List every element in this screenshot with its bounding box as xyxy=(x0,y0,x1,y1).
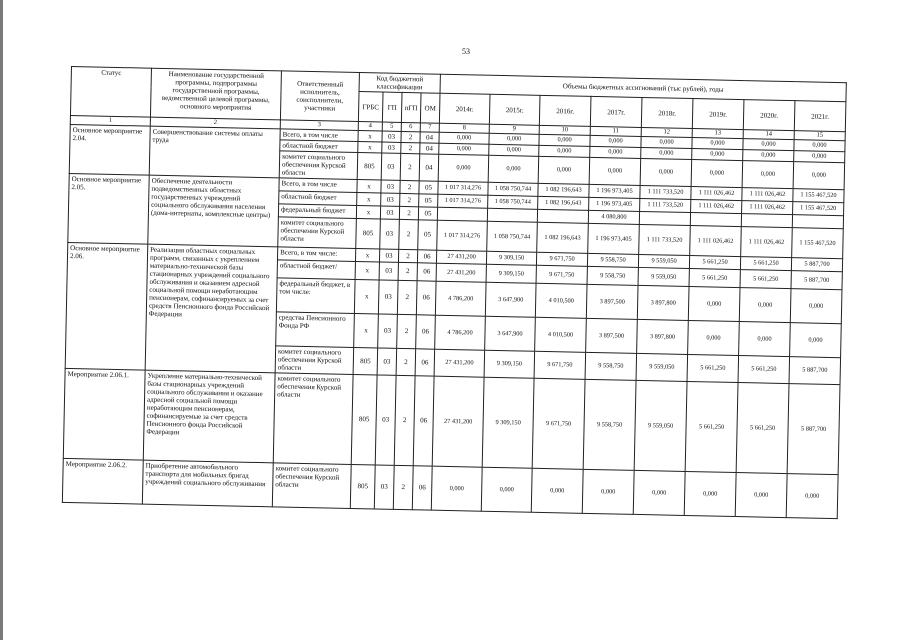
value-cell: 1 082 196,643 xyxy=(537,222,589,253)
responsible-cell: федеральный бюджет, в том числе: xyxy=(276,278,355,314)
value-cell: 9 558,750 xyxy=(587,266,638,285)
column-number: 5 xyxy=(382,122,401,131)
value-cell: 5 661,250 xyxy=(738,355,790,383)
responsible-cell: комитет социального обеспечения Курской области xyxy=(278,217,357,249)
responsible-cell: комитет социального обеспечения Курской области xyxy=(272,463,351,509)
value-cell: 1 058 750,744 xyxy=(487,221,538,252)
value-cell: 3 897,800 xyxy=(637,285,689,320)
value-cell: 9 558,750 xyxy=(585,352,637,380)
header-om: ОМ xyxy=(420,93,440,123)
code-cell: 03 xyxy=(378,280,398,314)
name-cell: Обеспечение деятельности подведомственных областных государственных учреждений социального обслуживания населения (дома-интернаты, комплексные центры) xyxy=(148,175,279,247)
value-cell: 9 559,050 xyxy=(638,267,689,286)
code-cell: 03 xyxy=(377,348,397,376)
value-cell: 9 559,050 xyxy=(634,380,687,471)
value-cell: 5 887,700 xyxy=(789,356,841,384)
code-cell: 04 xyxy=(420,142,439,153)
code-cell: 06 xyxy=(416,281,436,315)
value-cell: 0,000 xyxy=(743,138,794,150)
value-cell: 27 431,200 xyxy=(434,349,485,377)
responsible-cell: Всего, в том числе: xyxy=(277,247,355,262)
code-cell: х xyxy=(354,279,379,313)
value-cell: 0,000 xyxy=(742,160,794,188)
value-cell: 0,000 xyxy=(539,134,590,146)
value-cell: 9 309,150 xyxy=(484,350,535,378)
value-cell: 9 671,750 xyxy=(534,351,586,379)
value-cell: 1 111 733,520 xyxy=(640,198,691,212)
value-cell: 0,000 xyxy=(739,287,791,322)
value-cell: 3 897,500 xyxy=(586,318,638,353)
value-cell: 5 661,250 xyxy=(689,255,740,269)
header-year: 2020г. xyxy=(743,100,795,131)
code-cell: х xyxy=(354,313,379,347)
header-budget-code: Код бюджетной классификации xyxy=(359,73,440,94)
value-cell: 0,000 xyxy=(531,468,583,513)
value-cell: 0,000 xyxy=(786,474,838,519)
code-cell: х xyxy=(357,179,381,192)
header-grbs: ГРБС xyxy=(358,92,383,122)
code-cell: 05 xyxy=(419,181,438,194)
value-cell: 0,000 xyxy=(590,146,641,158)
column-number: 15 xyxy=(794,131,845,141)
value-cell: 1 111 026,462 xyxy=(690,225,742,256)
value-cell: 5 887,700 xyxy=(791,270,842,289)
value-cell: 5 887,700 xyxy=(787,384,840,475)
code-cell: 03 xyxy=(381,193,400,206)
value-cell: 9 559,050 xyxy=(636,353,688,381)
value-cell: 1 017 314,276 xyxy=(438,181,488,195)
value-cell: 0,000 xyxy=(489,133,539,145)
code-cell: 2 xyxy=(401,131,420,142)
value-cell: 3 647,900 xyxy=(485,282,536,317)
code-cell: 03 xyxy=(374,465,394,509)
value-cell: 1 155 467,520 xyxy=(792,227,844,258)
status-cell: Основное мероприятие 2.06. xyxy=(65,242,148,370)
value-cell: 0,000 xyxy=(739,321,791,356)
value-cell: 1 155 467,520 xyxy=(793,188,844,202)
code-cell: 03 xyxy=(379,262,398,280)
value-cell: 0,000 xyxy=(735,472,787,517)
value-cell: 3 897,500 xyxy=(586,284,638,319)
value-cell: 0,000 xyxy=(589,157,641,185)
value-cell: 1 017 314,276 xyxy=(437,220,488,251)
code-cell: 2 xyxy=(399,206,418,219)
value-cell: 9 558,750 xyxy=(587,253,638,267)
name-cell: Приобретение автомобильного транспорта для мобильных бригад учреждений социального обслуживания xyxy=(142,460,273,507)
value-cell: 9 309,150 xyxy=(486,264,536,283)
value-cell: 9 671,750 xyxy=(536,265,587,284)
code-cell: х xyxy=(358,130,382,142)
value-cell: 0,000 xyxy=(684,471,736,516)
code-cell: 2 xyxy=(400,180,419,193)
value-cell: 3 647,900 xyxy=(485,316,536,351)
value-cell: 9 559,050 xyxy=(638,254,689,268)
responsible-cell: комитет социального обеспечения Курской области xyxy=(275,346,354,375)
code-cell: 805 xyxy=(356,218,381,248)
code-cell: 2 xyxy=(397,314,417,348)
value-cell: 0,000 xyxy=(691,159,743,187)
code-cell: 2 xyxy=(399,219,419,249)
value-cell: 1 058 750,744 xyxy=(488,195,538,209)
code-cell: 06 xyxy=(417,250,436,263)
header-year: 2019г. xyxy=(692,99,744,130)
header-pgp: пГП xyxy=(401,93,421,123)
code-cell: 03 xyxy=(380,206,399,219)
value-cell: 0,000 xyxy=(688,320,740,355)
value-cell: 1 017 314,276 xyxy=(438,194,488,208)
code-cell: 805 xyxy=(351,374,377,464)
value-cell: 0,000 xyxy=(538,156,590,184)
value-cell: 0,000 xyxy=(794,139,845,151)
value-cell: 27 431,200 xyxy=(436,250,486,264)
value-cell: 4 010,500 xyxy=(535,283,587,318)
code-cell: х xyxy=(357,192,381,205)
value-cell: 0,000 xyxy=(688,286,740,321)
column-number: 7 xyxy=(420,123,439,132)
responsible-cell: федеральный бюджет xyxy=(278,204,356,219)
value-cell: 0,000 xyxy=(692,137,743,149)
name-cell: Реализация областных социальных программ, связанных с укреплением материально-технической базы стационарных учреждений социального обслуживания и оказанием адресной социальной помощи неработающим пенсионерам, софинансируемых за счет средств Пенсионного фонда Российской Федерации xyxy=(145,244,278,373)
code-cell: 2 xyxy=(396,348,416,376)
responsible-cell: средства Пенсионного Фонда РФ xyxy=(276,312,355,348)
code-cell: 03 xyxy=(381,180,400,193)
code-cell: 06 xyxy=(417,263,436,281)
column-number: 12 xyxy=(641,128,692,138)
header-name: Наименование государственной программы, подпрограммы государственной программы, ведомственной целевой программы, основного мероприятия xyxy=(150,68,281,120)
value-cell: 0,000 xyxy=(590,135,641,147)
value-cell: 0,000 xyxy=(793,161,845,189)
value-cell: 0,000 xyxy=(794,150,845,162)
value-cell: 9 671,750 xyxy=(536,252,587,266)
code-cell: 04 xyxy=(420,131,439,142)
value-cell: 1 196 973,405 xyxy=(589,184,640,198)
value-cell: 1 111 733,520 xyxy=(639,224,691,255)
value-cell: 0,000 xyxy=(488,155,539,183)
code-cell: 2 xyxy=(398,249,417,262)
value-cell: 4 786,200 xyxy=(435,281,486,316)
status-cell: Основное мероприятие 2.05. xyxy=(68,173,149,244)
value-cell: 5 661,250 xyxy=(740,269,791,288)
scan-edge xyxy=(0,0,3,640)
column-number: 6 xyxy=(401,123,420,132)
table-container xyxy=(62,66,847,519)
value-cell xyxy=(792,214,843,228)
value-cell: 9 309,150 xyxy=(482,377,534,468)
value-cell: 0,000 xyxy=(489,144,539,156)
responsible-cell: Всего, в том числе xyxy=(279,178,357,193)
header-year: 2014г. xyxy=(439,93,490,124)
value-cell: 0,000 xyxy=(692,148,743,160)
value-cell: 0,000 xyxy=(640,158,692,186)
value-cell: 0,000 xyxy=(633,470,685,515)
code-cell: 2 xyxy=(393,465,413,509)
code-cell: 2 xyxy=(400,153,420,181)
value-cell xyxy=(741,213,792,227)
code-cell: 03 xyxy=(381,153,401,181)
column-number: 4 xyxy=(358,122,382,131)
code-cell: х xyxy=(356,205,380,218)
value-cell: 1 196 973,405 xyxy=(589,197,640,211)
value-cell: 3 897,800 xyxy=(637,319,689,354)
value-cell: 4 010,500 xyxy=(535,317,587,352)
status-cell: Мероприятие 2.06.2. xyxy=(62,458,143,504)
value-cell: 1 111 733,520 xyxy=(640,185,691,199)
code-cell: 06 xyxy=(416,315,436,349)
code-cell: 2 xyxy=(397,280,417,314)
value-cell xyxy=(437,207,487,221)
responsible-cell: Всего, в том числе xyxy=(280,128,358,141)
header-gp: ГП xyxy=(382,92,402,122)
responsible-cell: областной бюджет xyxy=(279,191,357,206)
value-cell: 0,000 xyxy=(431,466,482,511)
header-responsible: Ответственный исполнитель, соисполнители, участники xyxy=(280,71,359,122)
header-status: Статус xyxy=(70,67,151,118)
header-year: 2021г. xyxy=(794,101,846,132)
value-cell: 1 058 750,744 xyxy=(488,182,538,196)
name-cell: Укрепление материально-технической базы стационарных учреждений социального обслуживания и оказание адресной социальной помощи неработающим пенсионерам, софинансируемые за счет средств Пенсионного фонда Российской Федерации xyxy=(143,370,275,463)
responsible-cell: комитет социального обеспечения Курской области xyxy=(279,151,358,180)
value-cell: 1 196 973,405 xyxy=(588,223,640,254)
page-number: 53 xyxy=(462,47,470,56)
code-cell: 04 xyxy=(419,153,439,181)
column-number: 8 xyxy=(439,123,489,133)
value-cell: 0,000 xyxy=(790,322,842,357)
code-cell: х xyxy=(355,261,379,279)
value-cell: 9 558,750 xyxy=(583,379,636,470)
value-cell: 4 786,200 xyxy=(435,315,486,350)
header-year: 2016г. xyxy=(539,95,591,126)
code-cell: 805 xyxy=(353,347,378,375)
value-cell: 1 082 196,643 xyxy=(538,183,589,197)
code-cell: 05 xyxy=(418,207,437,220)
value-cell: 0,000 xyxy=(582,469,634,514)
value-cell: 1 082 196,643 xyxy=(538,196,589,210)
code-cell: 03 xyxy=(378,314,398,348)
column-number: 11 xyxy=(590,126,641,136)
code-cell: 05 xyxy=(419,194,438,207)
code-cell: 2 xyxy=(398,262,417,280)
name-cell: Совершенствование системы оплаты труда xyxy=(149,126,280,178)
column-number: 9 xyxy=(489,124,539,134)
value-cell: 5 661,250 xyxy=(740,256,791,270)
code-cell: 03 xyxy=(380,219,400,249)
value-cell: 1 155 467,520 xyxy=(793,201,844,215)
code-cell: 03 xyxy=(382,142,401,153)
status-cell: Мероприятие 2.06.1. xyxy=(63,368,145,460)
budget-table xyxy=(62,66,847,519)
header-year: 2017г. xyxy=(590,96,642,127)
header-year: 2018г. xyxy=(641,98,693,129)
value-cell: 5 661,250 xyxy=(687,354,739,382)
value-cell: 5 661,250 xyxy=(689,268,740,287)
value-cell: 1 111 026,462 xyxy=(691,199,742,213)
code-cell: 03 xyxy=(375,375,396,465)
status-cell: Основное мероприятие 2.04. xyxy=(69,124,150,175)
value-cell xyxy=(639,211,690,225)
value-cell: 0,000 xyxy=(790,288,842,323)
value-cell: 0,000 xyxy=(481,467,532,512)
column-number: 3 xyxy=(280,120,358,130)
value-cell: 5 887,700 xyxy=(791,257,842,271)
column-number: 10 xyxy=(539,125,590,135)
value-cell: 0,000 xyxy=(439,143,489,155)
responsible-cell: областной бюджет/ xyxy=(277,260,355,280)
value-cell: 0,000 xyxy=(743,149,794,161)
code-cell: 03 xyxy=(382,131,401,142)
code-cell: 03 xyxy=(379,249,398,262)
value-cell: 5 661,250 xyxy=(685,381,738,472)
value-cell: 0,000 xyxy=(641,147,692,159)
code-cell: 06 xyxy=(413,376,434,466)
responsible-cell: комитет социального обеспечения Курской области xyxy=(273,373,353,465)
code-cell: 06 xyxy=(412,466,432,510)
table-body xyxy=(62,124,845,519)
value-cell: 9 309,150 xyxy=(486,251,536,265)
code-cell: 2 xyxy=(400,193,419,206)
value-cell: 1 111 026,462 xyxy=(742,200,793,214)
value-cell: 5 661,250 xyxy=(736,382,789,473)
code-cell: 06 xyxy=(415,349,435,377)
code-cell: 05 xyxy=(418,220,438,250)
value-cell: 1 111 026,462 xyxy=(742,187,793,201)
value-cell: 27 431,200 xyxy=(432,376,484,467)
code-cell: 805 xyxy=(350,464,375,508)
header-year: 2015г. xyxy=(489,94,540,125)
code-cell: 2 xyxy=(401,142,420,153)
value-cell: 0,000 xyxy=(438,154,489,182)
value-cell xyxy=(537,209,588,223)
code-cell: 805 xyxy=(357,152,382,180)
column-number: 2 xyxy=(150,117,280,128)
value-cell: 0,000 xyxy=(439,132,489,144)
value-cell: 9 671,750 xyxy=(532,378,585,469)
value-cell xyxy=(487,208,537,222)
column-number: 13 xyxy=(692,129,743,139)
value-cell xyxy=(690,212,741,226)
table-row xyxy=(63,368,840,474)
value-cell: 1 111 026,462 xyxy=(691,186,742,200)
value-cell: 1 111 026,462 xyxy=(741,226,793,257)
header-volumes: Объемы бюджетных ассигнований (тыс рублей), годы xyxy=(440,74,846,102)
column-number: 14 xyxy=(743,130,794,140)
value-cell: 4 080,800 xyxy=(588,210,639,224)
column-number: 1 xyxy=(70,116,150,126)
value-cell: 0,000 xyxy=(539,145,590,157)
code-cell: х xyxy=(355,248,379,261)
code-cell: 2 xyxy=(394,375,415,465)
value-cell: 0,000 xyxy=(641,136,692,148)
code-cell: х xyxy=(358,141,382,153)
value-cell: 27 431,200 xyxy=(436,263,486,282)
responsible-cell: областной бюджет xyxy=(280,140,358,153)
